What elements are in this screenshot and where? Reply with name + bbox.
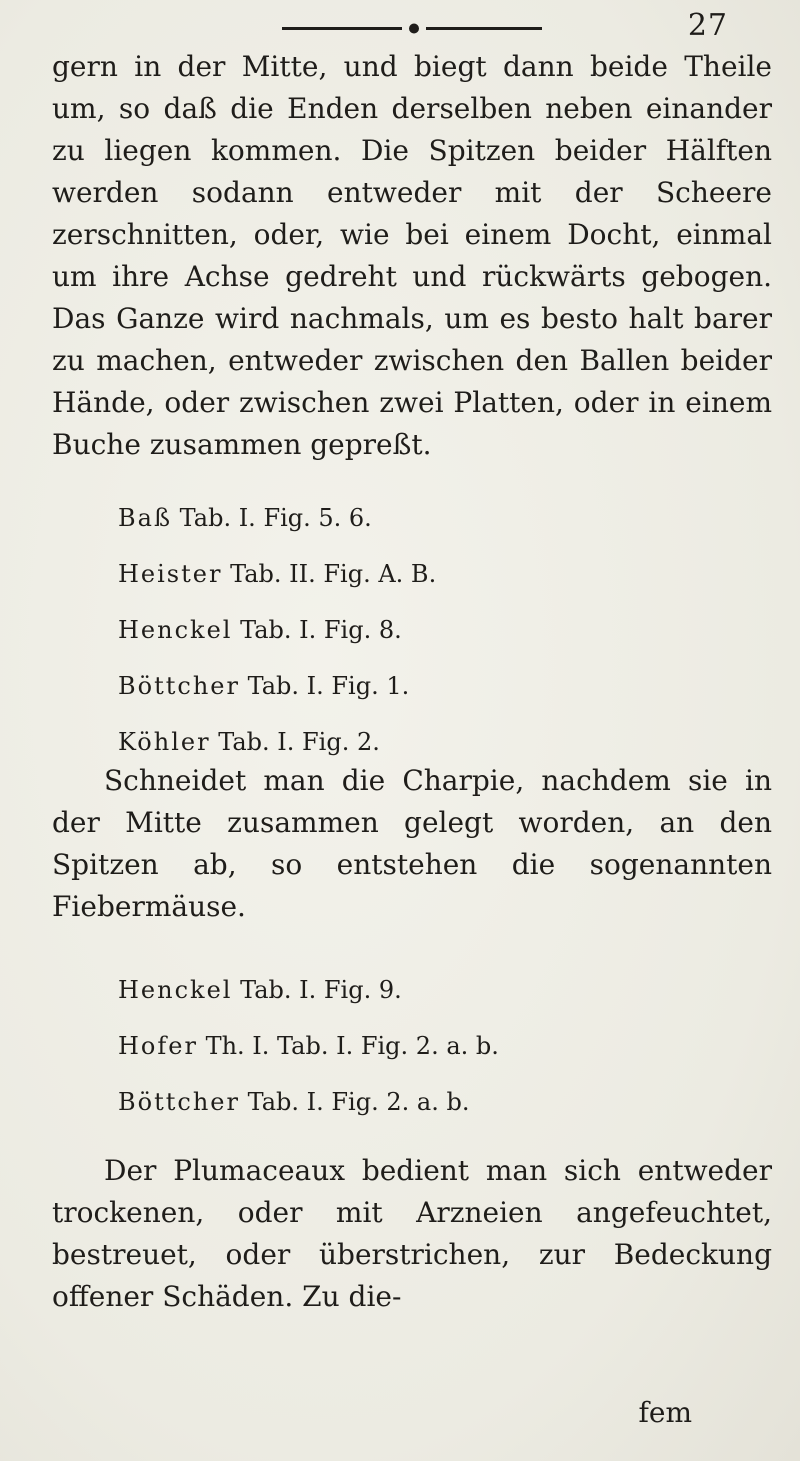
reference-author: Henckel: [118, 616, 233, 644]
reference-citation: Tab. I. Fig. 1.: [247, 672, 410, 700]
reference-item: [118, 658, 718, 714]
reference-citation: Tab. I. Fig. 2. a. b.: [247, 1088, 470, 1116]
reference-list-1: [118, 490, 718, 770]
page-number: 27: [687, 8, 728, 43]
reference-item: [118, 1074, 718, 1130]
reference-author: Baß: [118, 504, 172, 532]
reference-item: [118, 1018, 718, 1074]
reference-author: Hofer: [118, 1032, 198, 1060]
reference-author: Böttcher: [118, 672, 240, 700]
reference-citation: Tab. II. Fig. A. B.: [230, 560, 437, 588]
reference-author: Henckel: [118, 976, 233, 1004]
paragraph-2: Schneidet man die Charpie, nachdem sie in der Mitte zusammen gelegt worden, an den Spitzen ab, so entstehen die sogenannten Fiebermäuse.: [52, 764, 772, 923]
reference-citation: Tab. I. Fig. 5. 6.: [179, 504, 372, 532]
reference-item: [118, 602, 718, 658]
reference-item: [118, 490, 718, 546]
paragraph-3: Der Plumaceaux bedient man sich entweder trockenen, oder mit Arzneien angefeuchtet, bestreuet, oder überstrichen, zur Bedeckung offener Schäden. Zu die-: [52, 1154, 772, 1313]
reference-item: [118, 962, 718, 1018]
paragraph-1: gern in der Mitte, und biegt dann beide Theile um, so daß die Enden derselben neben einander zu liegen kommen. Die Spitzen beider Hälften werden sodann entweder mit der Scheere zerschnitten, oder, wie bei einem Docht, einmal um ihre Achse gedreht und rückwärts gebogen. Das Ganze wird nachmals, um es besto halt barer zu machen, entweder zwischen den Ballen beider Hände, oder zwischen zwei Platten, oder in einem Buche zusammen gepreßt.: [52, 50, 772, 461]
printer-rule-ornament: [282, 22, 542, 34]
reference-citation: Tab. I. Fig. 8.: [240, 616, 402, 644]
reference-author: Köhler: [118, 728, 211, 756]
reference-citation: Tab. I. Fig. 9.: [240, 976, 402, 1004]
reference-citation: Th. I. Tab. I. Fig. 2. a. b.: [205, 1032, 499, 1060]
reference-author: Heister: [118, 560, 223, 588]
reference-list-2: [118, 962, 718, 1130]
reference-citation: Tab. I. Fig. 2.: [218, 728, 380, 756]
reference-item: [118, 546, 718, 602]
catchword: fem: [638, 1396, 692, 1429]
reference-author: Böttcher: [118, 1088, 240, 1116]
